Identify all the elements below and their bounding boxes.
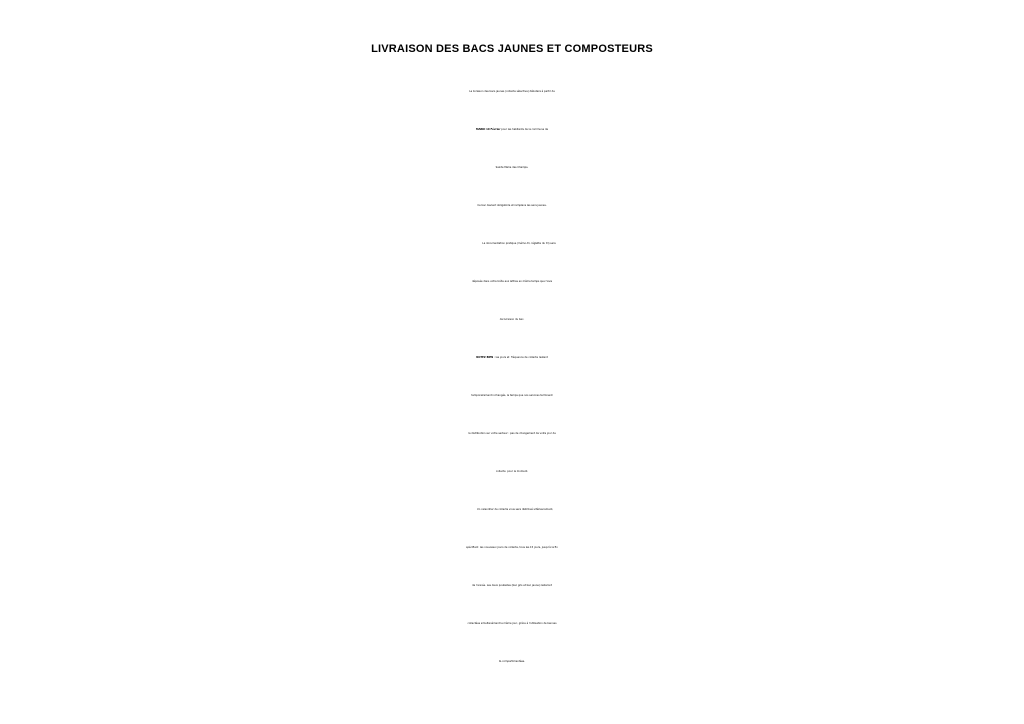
- body-line-text: Sainte Marie des Champs.: [495, 166, 529, 169]
- notice-title: LIVRAISON DES BACS JAUNES ET COMPOSTEURS: [371, 43, 653, 55]
- body-line: [0, 77, 1024, 107]
- body-line: [0, 267, 1024, 297]
- body-line-text: spécifiant les nouveaux jours de collecte, tous les 15 jours, jusqu’à la fin: [466, 546, 558, 549]
- body-line: [0, 419, 1024, 449]
- delivery-date-emphasis: MARDI 10 Février: [475, 128, 501, 131]
- body-line-text: : les jours et fréquence de collecte restent: [493, 356, 548, 359]
- body-line: [0, 609, 1024, 639]
- body-line-text: Un calendrier de collecte vous sera distribué ultérieurement,: [476, 508, 554, 511]
- body-line: [0, 381, 1024, 411]
- body-line-text: collectées simultanément le même jour, grâce à l’utilisation de bennes: [467, 622, 557, 625]
- body-line-text: pour les habitants de la commune de: [500, 128, 549, 131]
- body-line: [0, 495, 1024, 525]
- body-line: [0, 343, 1024, 373]
- body-line-text: La livraison des bacs jaunes (collecte sélective) débutera à partir de: [469, 90, 555, 93]
- body-line: [0, 115, 1024, 145]
- body-line-text: la distribution sur votre secteur : pas de changement de votre jour de: [468, 432, 556, 435]
- body-line: [0, 457, 1024, 487]
- body-line-text: La documentation pratique (mémo-tri, réglette du tri) sera: [482, 242, 556, 245]
- body-line: [0, 647, 1024, 677]
- body-line: [0, 533, 1024, 563]
- body-line: [0, 305, 1024, 335]
- body-line-text: déposée dans votre boîte aux lettres en même temps que l’avis: [471, 280, 553, 283]
- note-emphasis: NOTEZ BIEN: [476, 356, 494, 359]
- body-line-text: de l’année. Les deux poubelles (bac gris et bac jaune) resteront: [472, 584, 552, 587]
- body-line: [0, 571, 1024, 601]
- body-line: [0, 229, 1024, 259]
- body-line: [0, 191, 1024, 221]
- body-line-text: temporairement inchangés, le temps que nos services terminent: [471, 394, 553, 397]
- body-line-text: de livraison du bac.: [499, 318, 525, 321]
- body-line: [0, 153, 1024, 183]
- body-line-text: bi-compartimentées.: [498, 660, 526, 663]
- body-line-text: collecte pour le moment.: [495, 470, 529, 473]
- body-line-text: Ce bac devient obligatoire et remplace les sacs jaunes.: [477, 204, 547, 207]
